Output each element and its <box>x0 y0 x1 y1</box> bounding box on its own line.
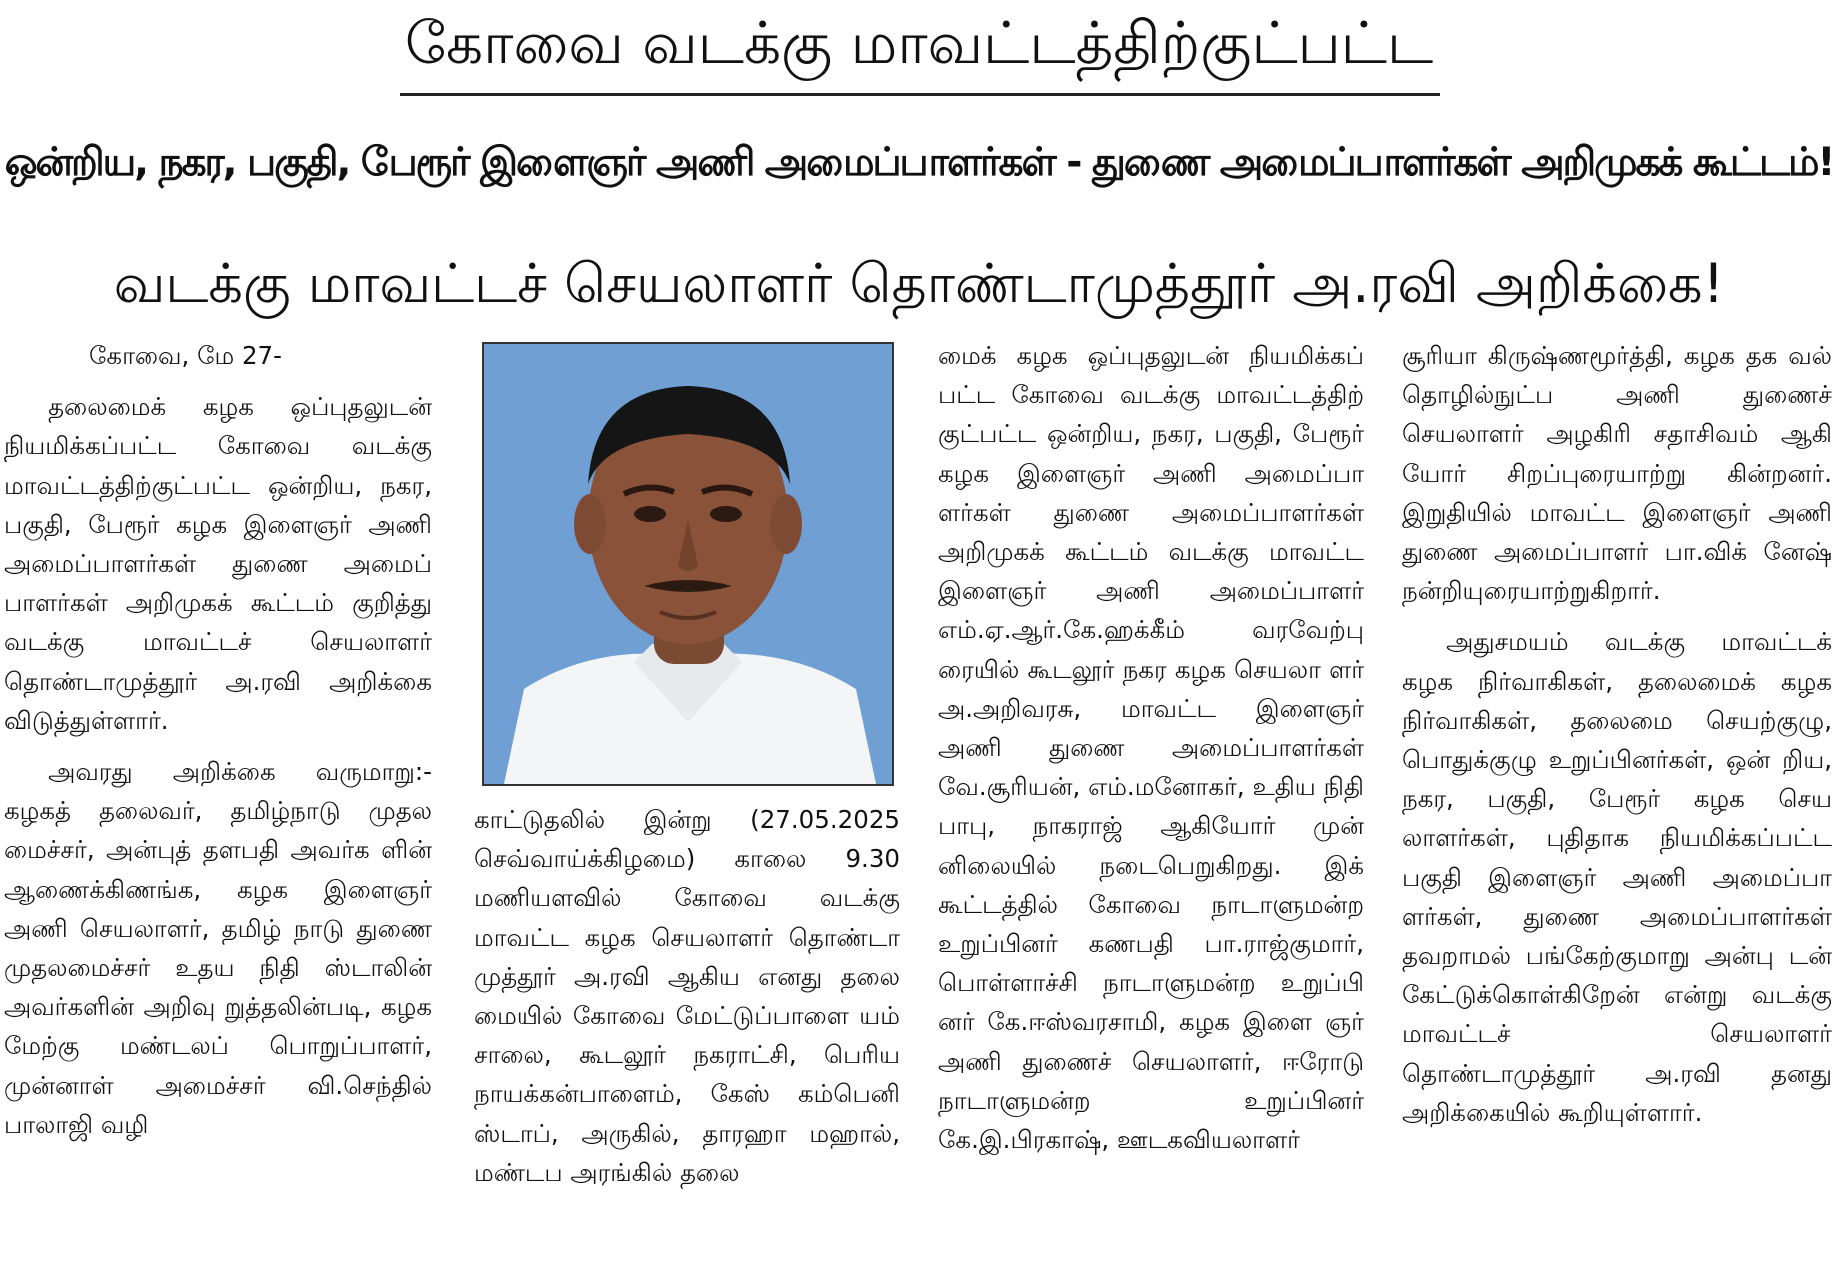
sub-headline: வடக்கு மாவட்டச் செயலாளர் தொண்டாமுத்தூர் அ.ரவி அறிக்கை! <box>113 252 1725 315</box>
article-column-4 <box>1402 336 1832 1266</box>
headline-divider <box>400 93 1440 96</box>
article-paragraph-event: காட்டுதலில் இன்று (27.05.2025 செவ்வாய்க்கிழமை) காலை 9.30 மணியளவில் கோவை வடக்கு மாவட்ட கழக செயலாளர் தொண்டா முத்தூர் அ.ரவி ஆகிய எனது தலை மையில் கோவை மேட்டுப்பாளை யம் சாலை, கூடலூர் நகராட்சி, பெரிய நாயக்கன்பாளைம், கேஸ் கம்பெனி ஸ்டாப், அருகில், தாரஹா மஹால், மண்டப அரங்கில் தலை <box>474 805 900 1187</box>
dateline: கோவை, மே 27- <box>89 341 282 370</box>
article-paragraph-closing: அதுசமயம் வடக்கு மாவட்டக் கழக நிர்வாகிகள், தலைமைக் கழக நிர்வாகிகள், தலைமை செயற்குழு, பொதுக்குழு உறுப்பினர்கள், ஒன் றிய, நகர, பகுதி, பேரூர் கழக செய லாளர்கள், புதிதாக நியமிக்கப்பட்ட பகுதி இளைஞர் அணி அமைப்பா ளர்கள், துணை அமைப்பாளர்கள் தவறாமல் பங்கேற்குமாறு அன்பு டன் கேட்டுக்கொள்கிறேன் என்று வடக்கு மாவட்டச் செயலாளர் தொண்டாமுத்தூர் அ.ரவி தனது அறிக்கையில் கூறியுள்ளார். <box>1402 627 1832 1127</box>
article-paragraph-speakers: சூரியா கிருஷ்ணமூர்த்தி, கழக தக வல் தொழில்நுட்ப அணி துணைச் செயலாளர் அழகிரி சதாசிவம் ஆகி யோர் சிறப்புரையாற்று கின்றனர். இறுதியில் மாவட்ட இளைஞர் அணி துணை அமைப்பாளர் பா.விக் னேஷ் நன்றியுரையாற்றுகிறார். <box>1402 341 1832 606</box>
main-headline: ஒன்றிய, நகர, பகுதி, பேரூர் இளைஞர் அணி அமைப்பாளர்கள் - துணை அமைப்பாளர்கள் அறிமுகக் கூட்டம்! <box>4 140 1834 185</box>
article-column-3 <box>938 336 1364 1266</box>
article-paragraph-participants: மைக் கழக ஒப்புதலுடன் நியமிக்கப் பட்ட கோவை வடக்கு மாவட்டத்திற் குட்பட்ட ஒன்றிய, நகர, பகுதி, பேரூர் கழக இளைஞர் அணி அமைப்பா ளர்கள் துணை அமைப்பாளர்கள் அறிமுகக் கூட்டம் வடக்கு மாவட்ட இளைஞர் அணி அமைப்பாளர் எம்.ஏ.ஆர்.கே.ஹக்கீம் வரவேற்பு ரையில் கூடலூர் நகர கழக செயலா ளர் அ.அறிவரசு, மாவட்ட இளைஞர் அணி துணை அமைப்பாளர்கள் வே.சூரியன், எம்.மனோகர், உதிய நிதி பாபு, நாகராஜ் ஆகியோர் முன் னிலையில் நடைபெறுகிறது. இக் கூட்டத்தில் கோவை நாடாளுமன்ற உறுப்பினர் கணபதி பா.ராஜ்குமார், பொள்ளாச்சி நாடாளுமன்ற உறுப்பி னர் கே.ஈஸ்வரசாமி, கழக இளை ஞர் அணி துணைச் செயலாளர், ஈரோடு நாடாளுமன்ற உறுப்பினர் கே.இ.பிரகாஷ், ஊடகவியலாளர் <box>938 341 1364 1155</box>
article-column-1 <box>4 336 432 1266</box>
portrait-photo <box>482 342 894 786</box>
portrait-illustration <box>484 344 892 784</box>
headline-kicker: கோவை வடக்கு மாவட்டத்திற்குட்பட்ட <box>404 9 1434 77</box>
article-column-2 <box>474 800 900 1266</box>
article-paragraph-statement: அவரது அறிக்கை வருமாறு:- கழகத் தலைவர், தமிழ்நாடு முதல மைச்சர், அன்புத் தளபதி அவர்க ளின் ஆணைக்கிணங்க, கழக இளைஞர் அணி செயலாளர், தமிழ் நாடு துணை முதலமைச்சர் உதய நிதி ஸ்டாலின் அவர்களின் அறிவு றுத்தலின்படி, கழக மேற்கு மண்டலப் பொறுப்பாளர், முன்னாள் அமைச்சர் வி.செந்தில் பாலாஜி வழி <box>4 757 432 1139</box>
article-paragraph-intro: தலைமைக் கழக ஒப்புதலுடன் நியமிக்கப்பட்ட கோவை வடக்கு மாவட்டத்திற்குட்பட்ட ஒன்றிய, நகர, பகுதி, பேரூர் கழக இளைஞர் அணி அமைப்பாளர்கள் துணை அமைப் பாளர்கள் அறிமுகக் கூட்டம் குறித்து வடக்கு மாவட்டச் செயலாளர் தொண்டாமுத்தூர் அ.ரவி அறிக்கை விடுத்துள்ளார். <box>4 392 432 735</box>
